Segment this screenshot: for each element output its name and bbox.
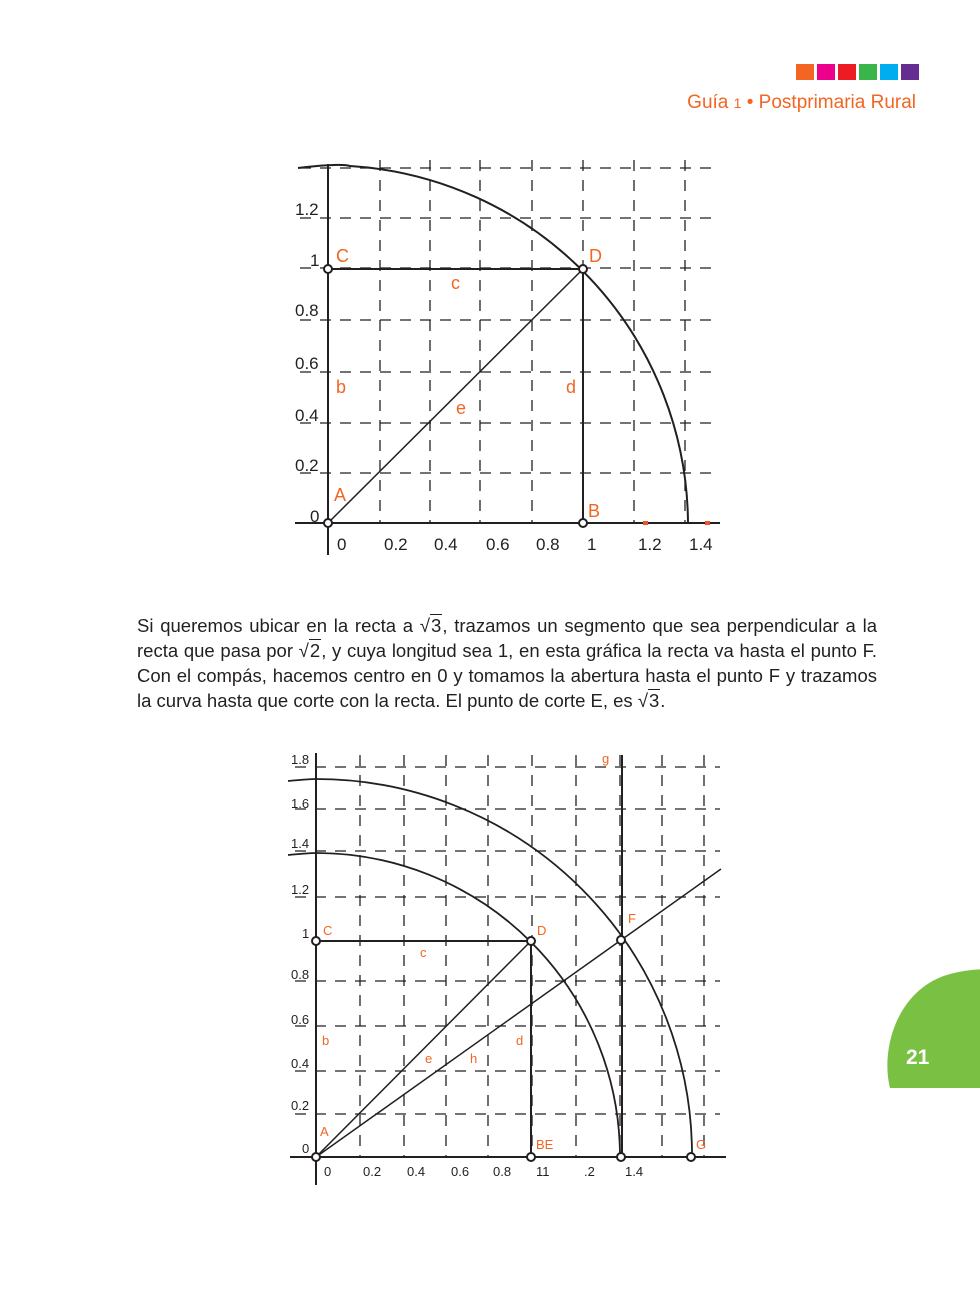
paragraph-text: .	[660, 690, 666, 711]
radicand: 2	[309, 640, 321, 661]
line-label-g: g	[602, 751, 610, 766]
y-tick-label: 0.6	[291, 1012, 310, 1027]
page-number: 21	[906, 1046, 930, 1069]
y-tick-label: 1	[302, 926, 310, 941]
color-square	[796, 64, 814, 80]
x-tick-label: 0.2	[363, 1164, 382, 1179]
color-square	[859, 64, 877, 80]
segment-label-d: d	[516, 1033, 524, 1048]
guide-label: Guía	[687, 92, 729, 113]
x-tick-label: 0.4	[434, 535, 458, 554]
x-tick-label: 1	[587, 535, 597, 554]
x-tick-label: 0	[337, 535, 347, 554]
figure-sqrt3	[280, 745, 740, 1195]
paragraph-text: , trazamos un segmento que sea perpendicular a la recta que pasa por	[137, 615, 877, 661]
color-square	[880, 64, 898, 80]
paragraph-text: Si queremos ubicar en la recta a	[137, 615, 420, 636]
point-label-a: A	[334, 485, 347, 505]
sqrt-2: √2	[298, 640, 321, 661]
paragraph-text: , y cuya longitud sea 1, en esta gráfica la recta va hasta el punto F. Con el compás, hacemos centro en 0 y tomamos la abertura hasta el punto F y trazamos la curva hasta que corte con la recta. El punto de corte E, es	[137, 640, 877, 711]
point-label-c: C	[323, 923, 333, 938]
y-tick-label: 1	[310, 251, 320, 270]
y-tick-label: 0.6	[295, 354, 319, 373]
y-tick-label: 0.4	[291, 1056, 310, 1071]
point-label-f: F	[628, 911, 636, 926]
x-tick-label: 0.4	[407, 1164, 426, 1179]
header-separator: •	[746, 92, 754, 113]
x-tick-label: 1.2	[638, 535, 662, 554]
x-tick-label: 11	[536, 1164, 550, 1179]
segment-label-b: b	[336, 377, 347, 397]
y-tick-label: 0	[310, 507, 320, 526]
point-label-a: A	[320, 1124, 329, 1139]
page-number-tab	[880, 968, 980, 1088]
sqrt-3: √3	[419, 615, 442, 636]
y-tick-label: 1.2	[295, 200, 319, 219]
segment-label-e: e	[456, 398, 467, 418]
y-tick-label: 0.2	[291, 1098, 310, 1113]
x-tick-label: 0.6	[451, 1164, 470, 1179]
x-tick-label: 0.8	[493, 1164, 512, 1179]
y-tick-label: 0	[302, 1141, 310, 1156]
radicand: 3	[648, 690, 660, 711]
segment-label-d: d	[566, 377, 577, 397]
x-tick-label: .2	[584, 1164, 595, 1179]
guide-number: 1	[733, 95, 742, 111]
color-square	[838, 64, 856, 80]
series-label: Postprimaria Rural	[758, 92, 916, 113]
y-tick-label: 0.8	[291, 967, 310, 982]
figure-sqrt2	[280, 150, 730, 570]
y-tick-label: 0.4	[295, 406, 319, 425]
radicand: 3	[431, 615, 442, 636]
point-label-c: C	[336, 246, 349, 266]
x-tick-label: 0.8	[536, 535, 560, 554]
segment-label-c: c	[420, 945, 427, 960]
x-tick-label: 0.6	[486, 535, 510, 554]
x-tick-label: 1.4	[689, 535, 713, 554]
color-square	[817, 64, 835, 80]
x-tick-label: 1.4	[625, 1164, 644, 1179]
y-tick-label: 1.6	[291, 796, 310, 811]
point-label-g: G	[696, 1137, 707, 1152]
sqrt-3: √3	[637, 690, 660, 711]
explanation-paragraph	[137, 613, 877, 713]
x-tick-label: 0	[324, 1164, 332, 1179]
segment-label-b: b	[322, 1033, 330, 1048]
point-label-d: D	[537, 923, 547, 938]
color-squares	[796, 64, 919, 80]
x-tick-label: 0.2	[384, 535, 408, 554]
page-header	[687, 92, 916, 114]
y-tick-label: 0.2	[295, 456, 319, 475]
color-square	[901, 64, 919, 80]
point-label-b: B	[588, 501, 601, 521]
y-tick-label: 1.8	[291, 752, 310, 767]
segment-label-c: c	[451, 273, 460, 293]
segment-label-h: h	[470, 1051, 478, 1066]
segment-label-e: e	[425, 1051, 433, 1066]
y-tick-label: 0.8	[295, 301, 319, 320]
y-tick-label: 1.2	[291, 882, 310, 897]
point-label-d: D	[589, 246, 602, 266]
point-label-be: BE	[536, 1137, 554, 1152]
y-tick-label: 1.4	[291, 836, 310, 851]
